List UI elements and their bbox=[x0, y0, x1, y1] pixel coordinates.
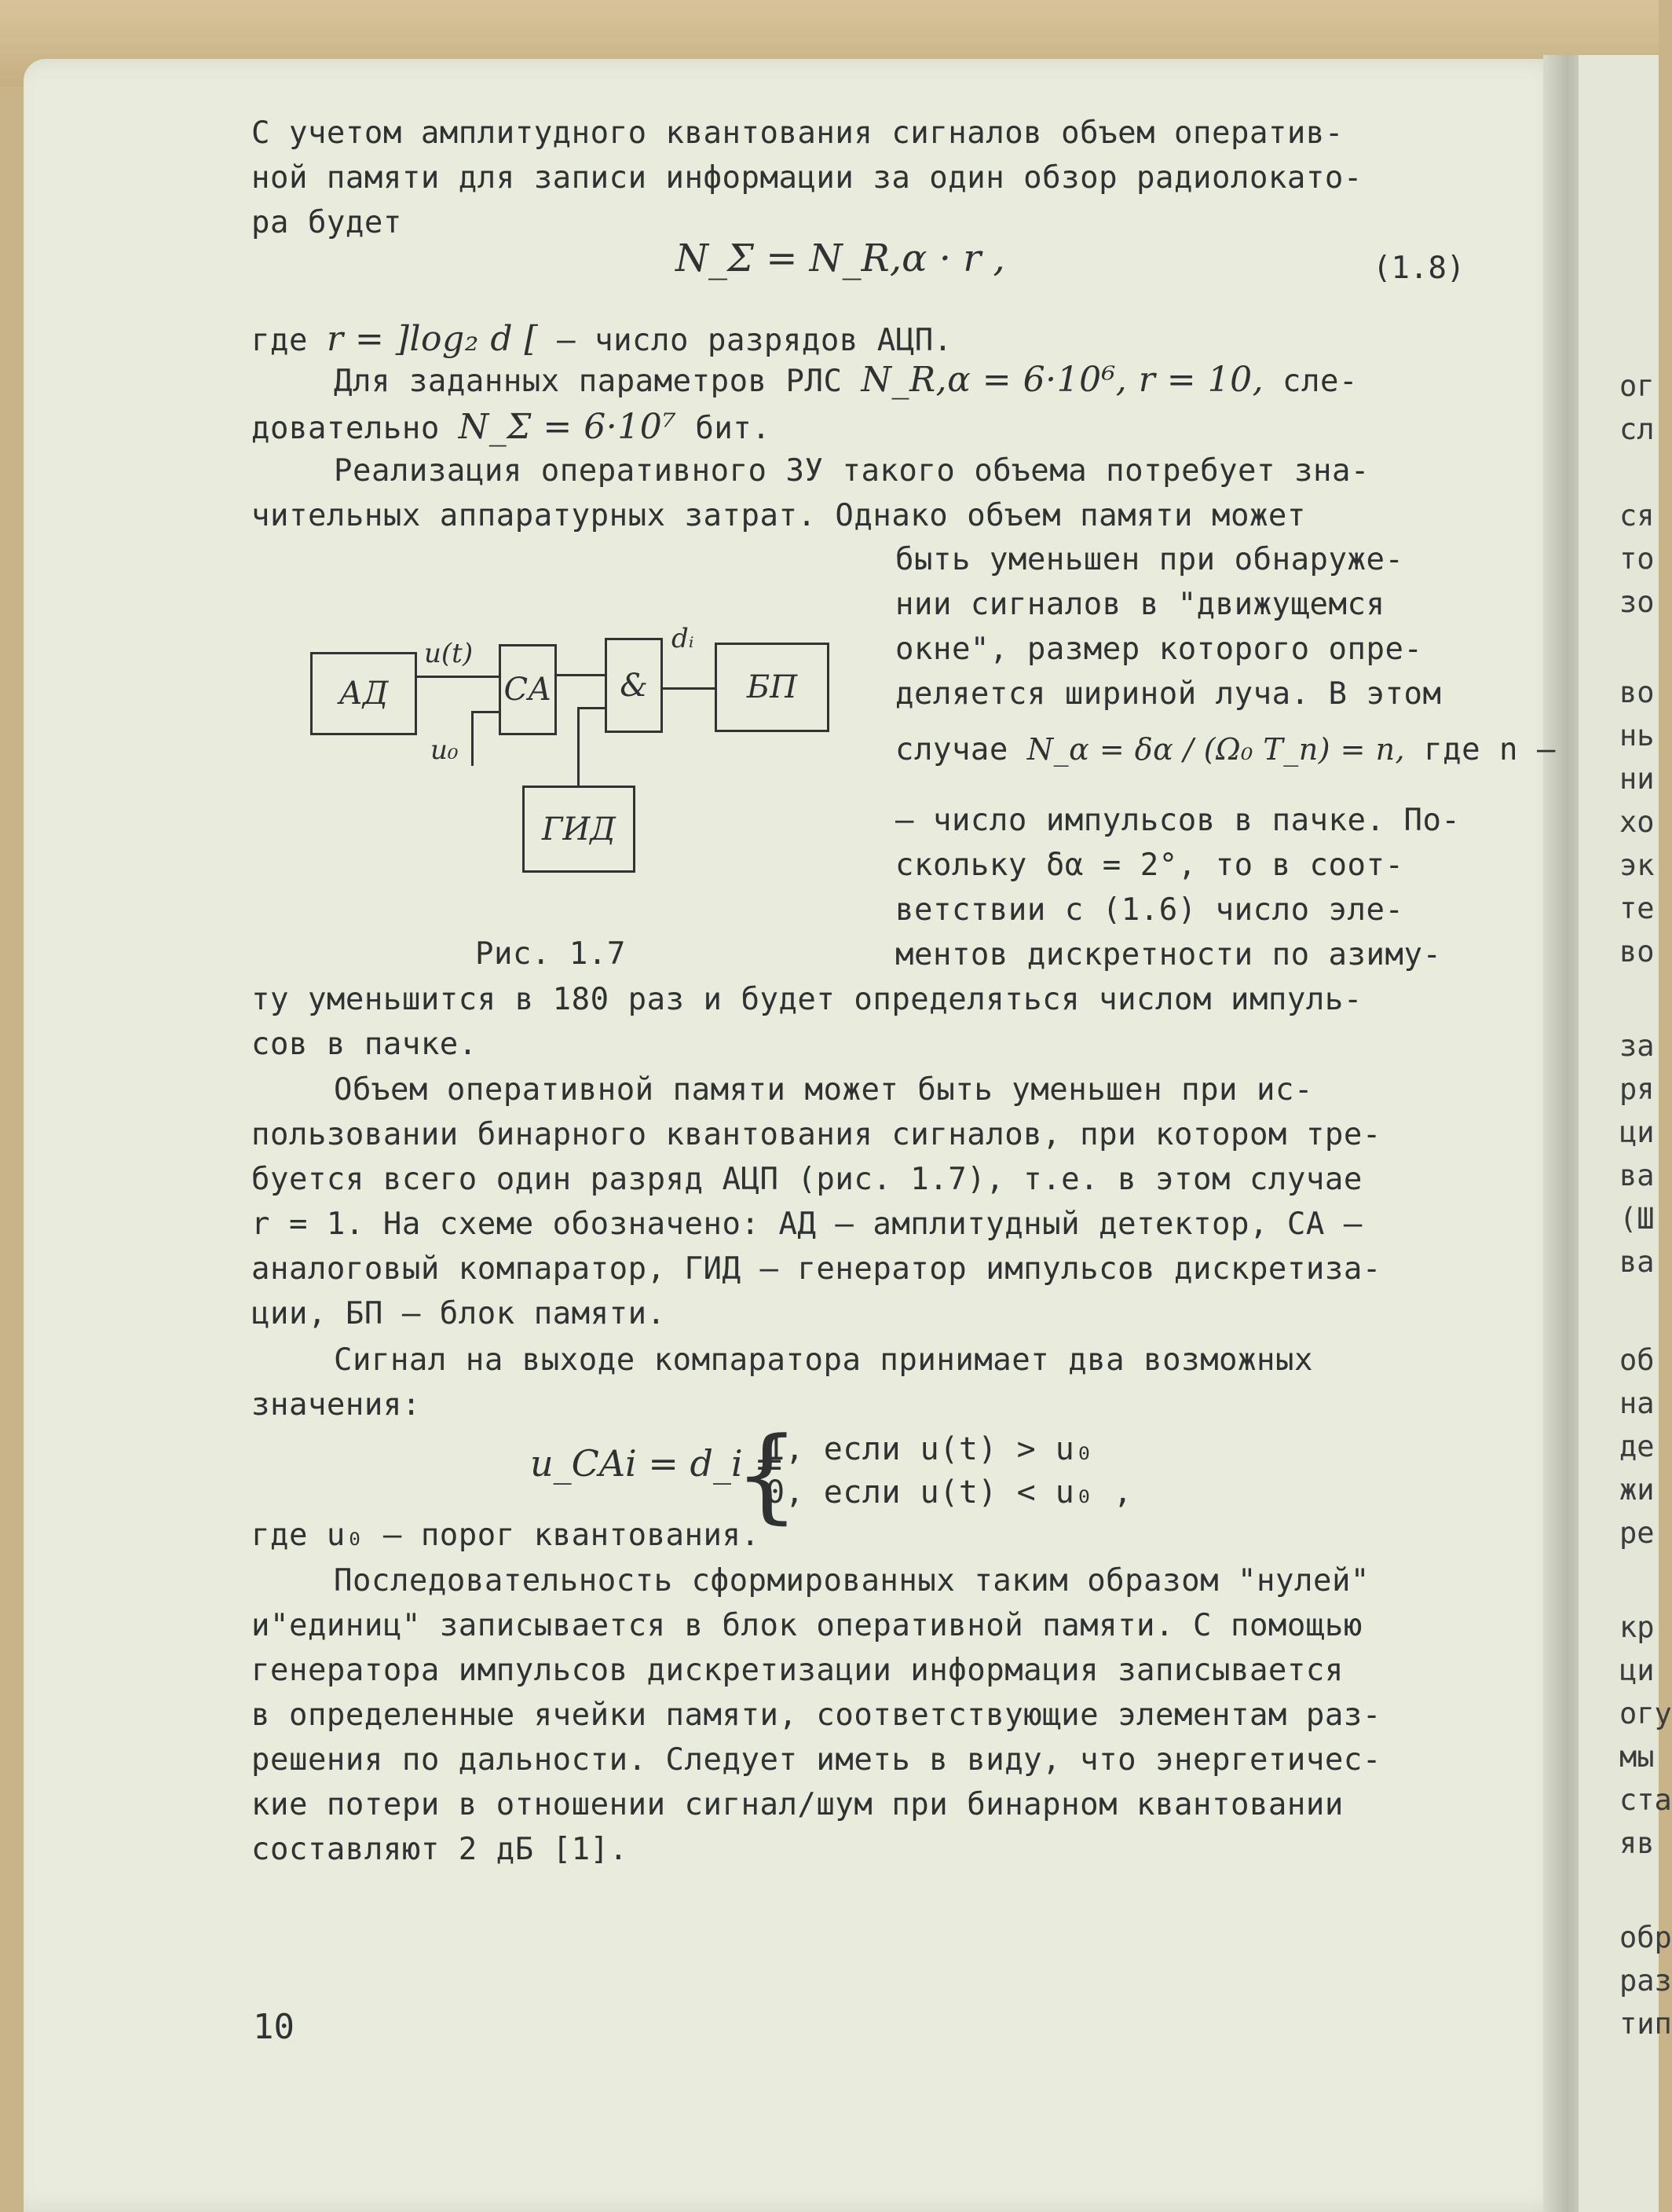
equation-1-8: N_Σ = N_R,α · r , bbox=[675, 236, 1005, 280]
block-bp: БП bbox=[715, 643, 829, 732]
label-output: dᵢ bbox=[671, 623, 694, 654]
text-line: Реализация оперативного ЗУ такого объема потребует зна- bbox=[334, 453, 1370, 489]
next-page-fragment: ни bbox=[1619, 762, 1655, 796]
text-line: деляется шириной луча. В этом bbox=[895, 676, 1442, 712]
text-line: скольку δα = 2°, то в соот- bbox=[895, 848, 1404, 883]
next-page-fragment: ци bbox=[1619, 1115, 1655, 1149]
next-page-fragment: ста bbox=[1619, 1783, 1672, 1817]
text-line: r = 1. На схеме обозначено: АД – амплитудный детектор, СА – bbox=[251, 1207, 1363, 1242]
text-line: быть уменьшен при обнаруже- bbox=[895, 542, 1404, 577]
text-line: ментов дискретности по азиму- bbox=[895, 937, 1442, 972]
text-line: значения: bbox=[251, 1387, 421, 1423]
case-text: где n – bbox=[1424, 732, 1556, 767]
next-page-fragment: сл bbox=[1619, 412, 1655, 446]
text-line: пользовании бинарного квантования сигналов, при котором тре- bbox=[251, 1117, 1381, 1152]
text-line: составляют 2 дБ [1]. bbox=[251, 1832, 628, 1867]
params-text: бит. bbox=[695, 411, 771, 446]
text-line: ции, БП – блок памяти. bbox=[251, 1296, 666, 1331]
text-line: буется всего один разряд АЦП (рис. 1.7), т.е. в этом случае bbox=[251, 1162, 1363, 1197]
threshold-line: где u₀ – порог квантования. bbox=[251, 1518, 760, 1553]
next-page-fragment: огу bbox=[1619, 1697, 1672, 1730]
next-page-fragment: (Ш bbox=[1619, 1202, 1655, 1236]
next-page-fragment: ва bbox=[1619, 1159, 1655, 1192]
text-line: ной памяти для записи информации за один обзор радиолокато- bbox=[251, 160, 1363, 196]
params-text: сле- bbox=[1282, 364, 1358, 399]
piecewise-brace: { bbox=[734, 1415, 799, 1534]
next-page-fragment: ре bbox=[1619, 1516, 1655, 1550]
next-page-fragment: те bbox=[1619, 892, 1655, 925]
next-page-fragment: раз bbox=[1619, 1964, 1672, 1998]
wire-gid-v bbox=[577, 707, 580, 786]
case-text: случае bbox=[895, 732, 1008, 767]
piecewise-lhs: u_CAi = d_i = bbox=[530, 1442, 785, 1485]
text-line: ра будет bbox=[251, 205, 402, 240]
block-ad: АД bbox=[310, 652, 417, 735]
next-page-fragment: во bbox=[1619, 676, 1655, 709]
wire-and-bp bbox=[660, 687, 715, 690]
text-line: кие потери в отношении сигнал/шум при бинарном квантовании bbox=[251, 1787, 1344, 1822]
text-line: чительных аппаратурных затрат. Однако объем памяти может bbox=[251, 498, 1306, 533]
next-page-fragment: яв bbox=[1619, 1826, 1655, 1860]
equation-number: (1.8) bbox=[1373, 251, 1465, 286]
next-page-fragment: мы bbox=[1619, 1740, 1655, 1774]
params-formula: N_R,α = 6·10⁶, r = 10, bbox=[861, 360, 1264, 400]
text-line: ветствии с (1.6) число эле- bbox=[895, 892, 1404, 928]
next-page-fragment: кр bbox=[1619, 1610, 1655, 1644]
next-page-fragment: жи bbox=[1619, 1473, 1655, 1507]
wire-ca-and bbox=[554, 674, 605, 676]
next-page-fragment: ся bbox=[1619, 499, 1655, 533]
label-input: u(t) bbox=[424, 638, 474, 669]
text-line: нии сигналов в "движущемся bbox=[895, 587, 1385, 622]
params-text: довательно bbox=[251, 411, 440, 446]
next-page-fragment: ци bbox=[1619, 1654, 1655, 1687]
text-line: – число импульсов в пачке. По- bbox=[895, 803, 1461, 838]
block-ca: СА bbox=[499, 644, 557, 735]
where-r-line bbox=[251, 319, 953, 359]
wire-gid-h bbox=[577, 707, 605, 709]
text-line: в определенные ячейки памяти, соответствующие элементам раз- bbox=[251, 1697, 1381, 1733]
next-page-fragment: хо bbox=[1619, 805, 1655, 839]
next-page-fragment: то bbox=[1619, 542, 1655, 576]
next-page-fragment: обр bbox=[1619, 1921, 1672, 1954]
wire-threshold-v bbox=[471, 711, 474, 766]
text-line: аналоговый компаратор, ГИД – генератор импульсов дискретиза- bbox=[251, 1251, 1381, 1287]
text-line: Сигнал на выходе компаратора принимает два возможных bbox=[334, 1342, 1313, 1378]
next-page-fragment: об bbox=[1619, 1343, 1655, 1377]
text-line: Объем оперативной памяти может быть уменьшен при ис- bbox=[334, 1072, 1313, 1108]
text-line: решения по дальности. Следует иметь в виду, что энергетичес- bbox=[251, 1742, 1381, 1778]
next-page-fragment: на bbox=[1619, 1386, 1655, 1420]
next-page-fragment: тип bbox=[1619, 2007, 1672, 2041]
next-page-fragment: нь bbox=[1619, 719, 1655, 753]
wire-threshold bbox=[471, 711, 499, 713]
text-line: окне", размер которого опре- bbox=[895, 632, 1423, 667]
text-line: генератора импульсов дискретизации информация записывается bbox=[251, 1653, 1344, 1688]
params-text: Для заданных параметров РЛС bbox=[334, 364, 843, 399]
wire-ad-ca bbox=[415, 676, 499, 678]
next-page-fragment: эк bbox=[1619, 848, 1655, 882]
text-line: сов в пачке. bbox=[251, 1027, 477, 1062]
next-page-fragment: за bbox=[1619, 1029, 1655, 1063]
piecewise-row1: 1, если u(t) > u₀ bbox=[766, 1431, 1094, 1467]
case-line bbox=[895, 734, 1556, 765]
where-text: – число разрядов АЦП. bbox=[557, 323, 953, 358]
piecewise-row2: 0, если u(t) < u₀ , bbox=[766, 1474, 1133, 1511]
figure-caption: Рис. 1.7 bbox=[475, 936, 626, 972]
params-line bbox=[334, 360, 1358, 400]
text-line: и"единиц" записывается в блок оперативной памяти. С помощью bbox=[251, 1608, 1363, 1643]
next-page-fragment: во bbox=[1619, 935, 1655, 969]
next-page-fragment: зо bbox=[1619, 585, 1655, 619]
page-number: 10 bbox=[253, 2007, 295, 2047]
text-line: ту уменьшится в 180 раз и будет определяться числом импуль- bbox=[251, 982, 1363, 1017]
next-page-fragment: де bbox=[1619, 1430, 1655, 1463]
log-formula: r = ]log₂ d [ bbox=[326, 319, 539, 359]
where-prefix: где bbox=[251, 323, 308, 358]
next-page-fragment: ва bbox=[1619, 1245, 1655, 1279]
label-threshold: u₀ bbox=[430, 734, 459, 766]
case-formula: N_α = δα / (Ω₀ T_п) = n, bbox=[1026, 732, 1406, 767]
next-page-fragment: ог bbox=[1619, 369, 1655, 403]
text-line: Последовательность сформированных таким образом "нулей" bbox=[334, 1563, 1370, 1599]
text-line: С учетом амплитудного квантования сигналов объем оператив- bbox=[251, 115, 1344, 151]
block-gid: ГИД bbox=[522, 786, 635, 873]
params-formula: N_Σ = 6·10⁷ bbox=[458, 407, 677, 447]
block-and: & bbox=[605, 638, 663, 733]
next-page-fragment: ря bbox=[1619, 1072, 1655, 1106]
params-line bbox=[251, 407, 771, 447]
